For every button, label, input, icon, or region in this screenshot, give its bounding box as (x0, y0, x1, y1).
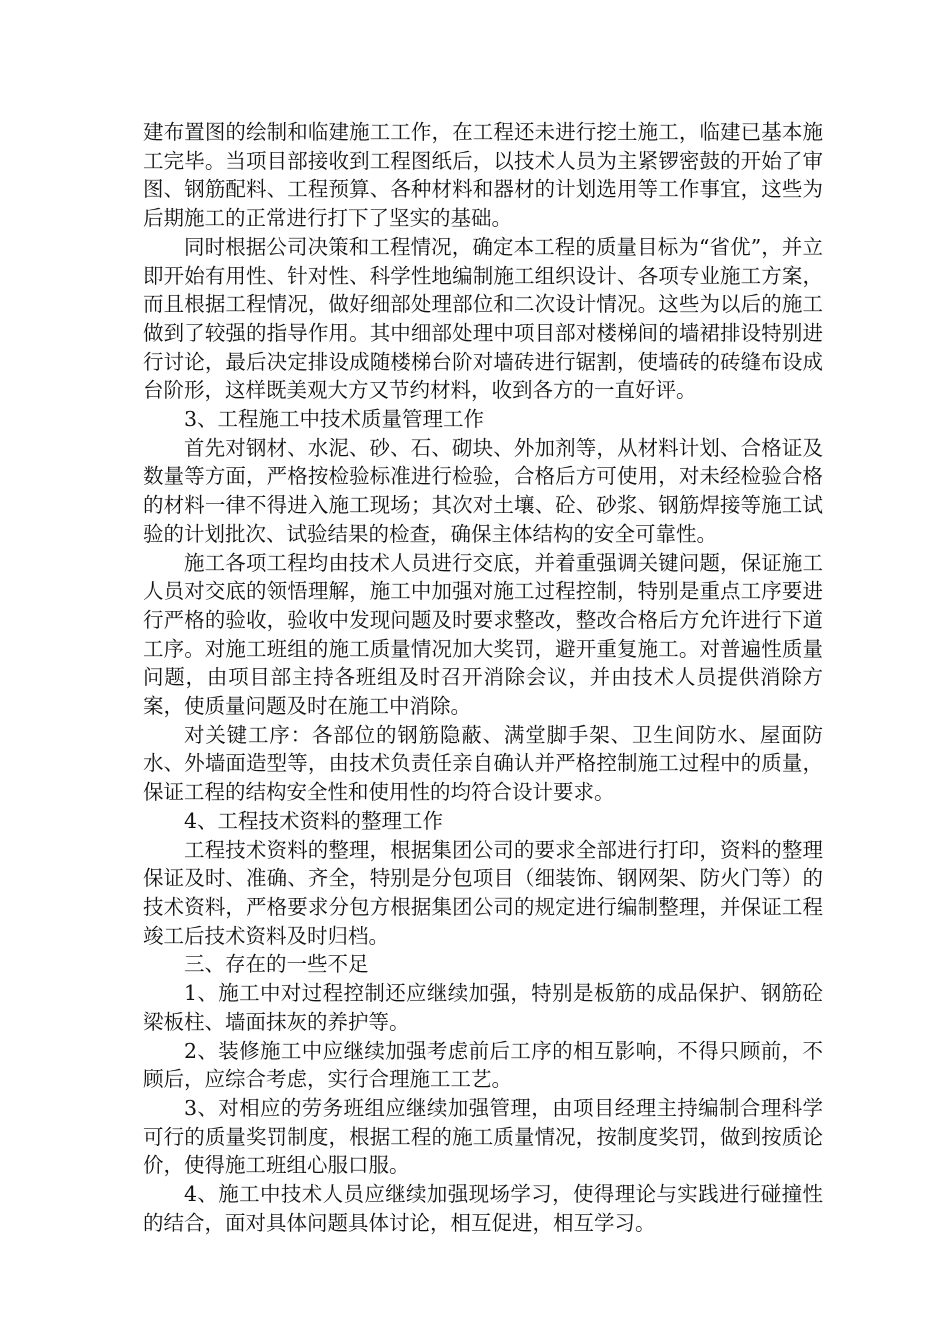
paragraph-technical-briefing: 施工各项工程均由技术人员进行交底，并着重强调关键问题，保证施工人员对交底的领悟理解，施工中加强对施工过程控制，特别是重点工序要进行严格的验收，验收中发现问题及时要求整改，整改合格后方允许进行下道工序。对施工班组的施工质量情况加大奖罚，避开重复施工。对普遍性质量问题，由项目部主持各班组及时召开消除会议，并由技术人员提供消除方案，使质量问题及时在施工中消除。 (143, 550, 823, 719)
list-item-shortcoming-4: 4、施工中技术人员应继续加强现场学习，使得理论与实践进行碰撞性的结合，面对具体问题具体讨论，相互促进，相互学习。 (143, 1182, 823, 1235)
section-heading-technical-quality: 3、工程施工中技术质量管理工作 (184, 407, 485, 432)
paragraph-material-inspection: 首先对钢材、水泥、砂、石、砌块、外加剂等，从材料计划、合格证及数量等方面，严格按检验标准进行检验，合格后方可使用，对未经检验合格的材料一律不得进入施工现场；其次对土壤、砼、砂浆、钢筋焊接等施工试验的计划批次、试验结果的检查，确保主体结构的安全可靠性。 (143, 435, 823, 546)
list-item-shortcoming-2: 2、装修施工中应继续加强考虑前后工序的相互影响，不得只顾前，不顾后，应综合考虑，实行合理施工工艺。 (143, 1038, 823, 1092)
section-heading-shortcomings: 三、存在的一些不足 (184, 952, 369, 977)
paragraph-document-organization: 工程技术资料的整理，根据集团公司的要求全部进行打印，资料的整理保证及时、准确、齐全，特别是分包项目（细装饰、钢网架、防火门等）的技术资料，严格要求分包方根据集团公司的规定进行编制整理，并保证工程竣工后技术资料及时归档。 (143, 837, 823, 948)
paragraph-quality-target: 同时根据公司决策和工程情况，确定本工程的质量目标为“省优”，并立即开始有用性、针对性、科学性地编制施工组织设计、各项专业施工方案，而且根据工程情况，做好细部处理部位和二次设计情况。这些为以后的施工做到了较强的指导作用。其中细部处理中项目部对楼梯间的墙裙排设特别进行讨论，最后决定排设成随楼梯台阶对墙砖进行锯割，使墙砖的砖缝布设成台阶形，这样既美观大方又节约材料，收到各方的一直好评。 (143, 234, 823, 403)
list-item-shortcoming-1: 1、施工中对过程控制还应继续加强，特别是板筋的成品保护、钢筋砼梁板柱、墙面抹灰的养护等。 (143, 981, 823, 1034)
paragraph-intro-continued: 建布置图的绘制和临建施工工作，在工程还未进行挖土施工，临建已基本施工完毕。当项目部接收到工程图纸后，以技术人员为主紧锣密鼓的开始了审图、钢筋配料、工程预算、各种材料和器材的计划选用等工作事宜，这些为后期施工的正常进行打下了坚实的基础。 (143, 120, 823, 231)
section-heading-technical-documents: 4、工程技术资料的整理工作 (184, 808, 444, 833)
document-body (143, 118, 823, 1237)
list-item-shortcoming-3: 3、对相应的劳务班组应继续加强管理，由项目经理主持编制合理科学可行的质量奖罚制度，根据工程的施工质量情况，按制度奖罚，做到按质论价，使得施工班组心服口服。 (143, 1095, 823, 1178)
paragraph-key-processes: 对关键工序：各部位的钢筋隐蔽、满堂脚手架、卫生间防水、屋面防水、外墙面造型等，由技术负责任亲自确认并严格控制施工过程中的质量，保证工程的结构安全性和使用性的均符合设计要求。 (143, 722, 823, 805)
